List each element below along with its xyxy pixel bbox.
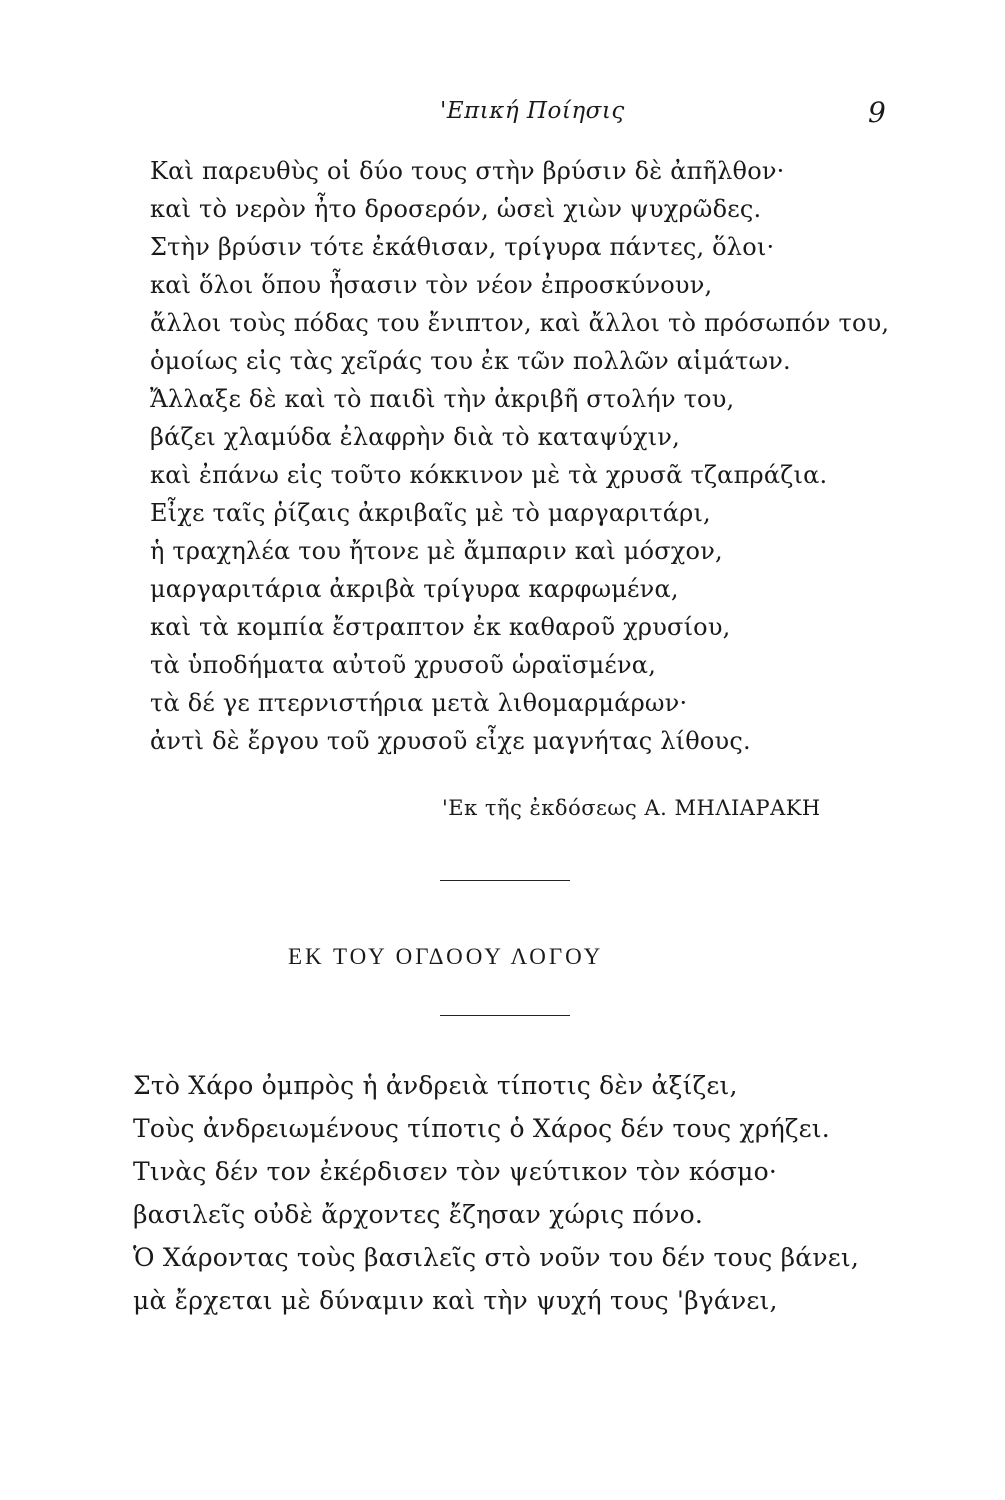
poem-line: καὶ ὅλοι ὅπου ἦσασιν τὸν νέον ἐπροσκύνουν,	[150, 271, 713, 299]
poem-line: ἄλλοι τοὺς πόδας του ἔνιπτον, καὶ ἄλλοι τὸ πρόσωπόν του,	[150, 309, 890, 337]
poem-line: Καὶ παρευθὺς οἱ δύο τους στὴν βρύσιν δὲ ἀπῆλθον·	[150, 157, 785, 185]
poem-line: μαργαριτάρια ἀκριβὰ τρίγυρα καρφωμένα,	[150, 575, 679, 603]
poem-line: τὰ δέ γε πτερνιστήρια μετὰ λιθομαρμάρων·	[150, 689, 688, 717]
poem-line: ἡ τραχηλέα του ἤτονε μὲ ἄμπαριν καὶ μόσχον,	[150, 537, 723, 565]
poem-line: Εἶχε ταῖς ῥίζαις ἀκριβαῖς μὲ τὸ μαργαριτάρι,	[150, 499, 711, 527]
section-divider-top	[440, 880, 570, 881]
poem-line: Τοὺς ἀνδρειωμένους τίποτις ὁ Χάρος δέν τους χρήζει.	[133, 1114, 830, 1143]
poem-line: Στὸ Χάρο ὀμπρὸς ἡ ἀνδρειὰ τίποτις δὲν ἀξίζει,	[133, 1071, 738, 1100]
poem-line: βασιλεῖς οὐδὲ ἄρχοντες ἔζησαν χώρις πόνο.	[133, 1200, 704, 1229]
poem-line: Τινὰς δέν τον ἐκέρδισεν τὸν ψεύτικον τὸν κόσμο·	[133, 1157, 778, 1186]
section-divider-bottom	[440, 1015, 570, 1016]
poem-excerpt	[150, 152, 910, 760]
edition-source: 'Εκ τῆς ἐκδόσεως Α. ΜΗΛΙΑΡΑΚΗ	[442, 796, 821, 820]
poem-line: βάζει χλαμύδα ἐλαφρὴν διὰ τὸ καταψύχιν,	[150, 423, 680, 451]
poem-line: ὁμοίως εἰς τὰς χεῖράς του ἐκ τῶν πολλῶν αἱμάτων.	[150, 347, 791, 375]
poem-line: καὶ τὸ νερὸν ἦτο δροσερόν, ὡσεὶ χιὼν ψυχρῶδες.	[150, 195, 762, 223]
poem-line: ἀντὶ δὲ ἔργου τοῦ χρυσοῦ εἶχε μαγνήτας λίθους.	[150, 727, 751, 755]
running-header: 'Επική Ποίησις	[440, 98, 625, 124]
poem-line: καὶ ἐπάνω εἰς τοῦτο κόκκινον μὲ τὰ χρυσᾶ τζαπράζια.	[150, 461, 828, 489]
poem-line: μὰ ἔρχεται μὲ δύναμιν καὶ τὴν ψυχή τους 'βγάνει,	[133, 1286, 778, 1315]
poem-line: τὰ ὑποδήματα αὐτοῦ χρυσοῦ ὡραϊσμένα,	[150, 651, 657, 679]
poem-excerpt-second	[133, 1064, 953, 1322]
section-title: ΕΚ ΤΟΥ ΟΓΔΟΟΥ ΛΟΓΟΥ	[288, 944, 604, 969]
poem-line: Ὁ Χάροντας τοὺς βασιλεῖς στὸ νοῦν του δέν τους βάνει,	[133, 1243, 860, 1272]
poem-line: Ἄλλαξε δὲ καὶ τὸ παιδὶ τὴν ἀκριβῆ στολήν του,	[150, 385, 735, 413]
poem-line: Στὴν βρύσιν τότε ἐκάθισαν, τρίγυρα πάντες, ὅλοι·	[150, 233, 775, 261]
poem-line: καὶ τὰ κομπία ἔστραπτον ἐκ καθαροῦ χρυσίου,	[150, 613, 731, 641]
page-number: 9	[868, 96, 886, 129]
